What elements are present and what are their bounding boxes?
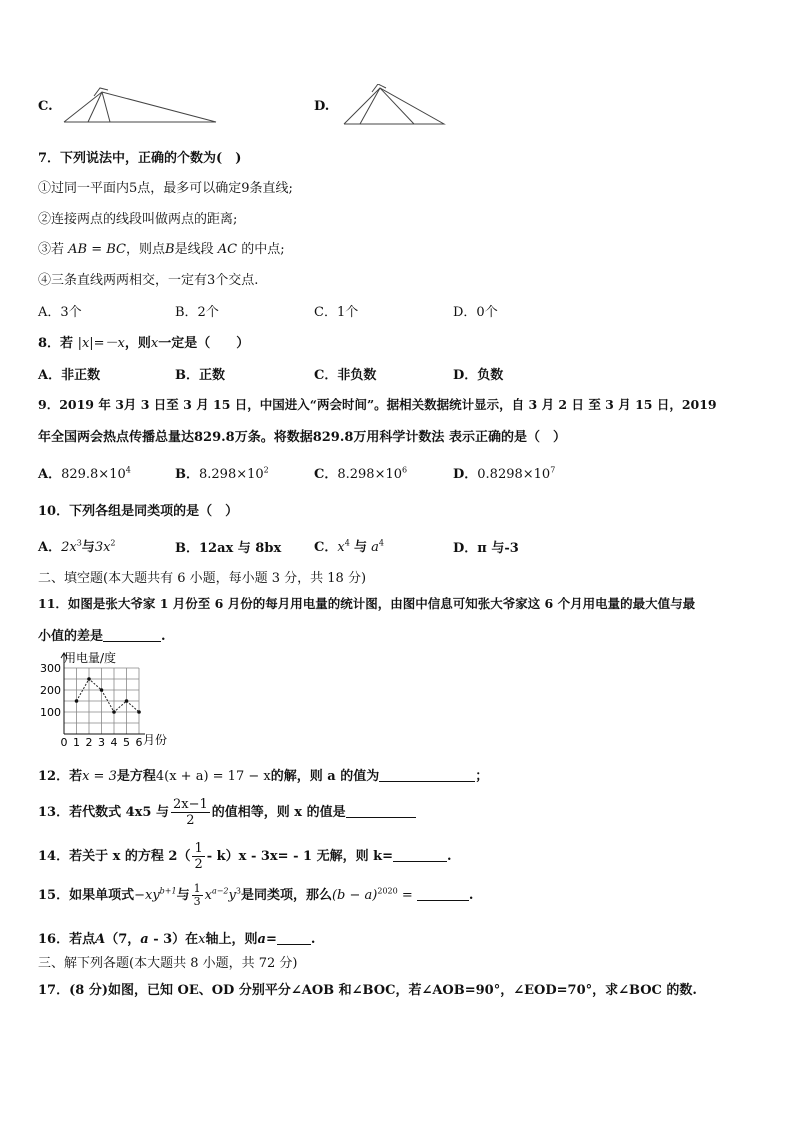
q16: 16．若点A（7，a - 3）在x轴上，则a= .: [38, 932, 316, 947]
electricity-usage-chart: [32, 648, 182, 748]
chart-x-axis-label: 月份: [143, 733, 168, 747]
q15: 15．如果单项式$-xy^{b+1}$与 $\frac{1}{3}$ $x^{a-2}y^3$是同类项，那么$(b - a)^{2020}$ = .: [38, 882, 474, 908]
series-line: [77, 679, 140, 712]
data-point: [87, 677, 91, 681]
section-3-heading: 三、解下列各题(本大题共 8 小题，共 72 分): [38, 956, 298, 971]
q7-statement-1: ①过同一平面内5点，最多可以确定9条直线;: [38, 181, 293, 196]
chart-y-axis-label: 用电量/度: [64, 651, 117, 665]
q9-option-b: B．$8.298\times 10^2$: [175, 465, 269, 482]
x-tick-label: 1: [73, 736, 80, 748]
q9-option-c: C．$8.298\times 10^6$: [314, 465, 408, 482]
q10-option-d: D．π 与-3: [453, 541, 519, 556]
q9-option-d: D．$0.8298\times 10^7$: [453, 465, 556, 482]
x-tick-label: 0: [60, 736, 68, 748]
q7-statement-3: ③若 AB = BC，则点B是线段 AC 的中点;: [38, 242, 285, 257]
q17: 17．(8 分)如图，已知 OE、OD 分别平分∠AOB 和∠BOC，若∠AOB=90°，∠EOD=70°，求∠BOC 的数.: [38, 983, 697, 998]
q7-title: 7．下列说法中，正确的个数为( ): [38, 151, 242, 166]
q9-option-a: A．$829.8\times 10^4$: [38, 465, 131, 482]
q7-option-b: B．2个: [175, 305, 219, 320]
x-tick-label: 5: [123, 736, 130, 748]
x-tick-label: 6: [135, 736, 143, 748]
q14: 14．若关于 x 的方程 2（ $\frac{1}{2}$ - k）x - 3x= - 1 无解，则 k= .: [38, 841, 452, 872]
x-tick-label: 2: [85, 736, 93, 748]
q10-option-b: B．12ax 与 8bx: [175, 541, 282, 556]
option-c-label: C.: [38, 99, 53, 114]
data-point: [100, 688, 104, 692]
chart-tick-labels: [40, 662, 143, 748]
data-point: [137, 710, 141, 714]
q11-line-1: 11．如图是张大爷家 1 月份至 6 月份的每月用电量的统计图，由图中信息可知张大爷家这 6 个月用电量的最大值与最: [38, 596, 696, 611]
x-tick-label: 4: [110, 736, 118, 748]
data-point: [112, 710, 116, 714]
q13: 13．若代数式 4x5 与 $\frac{2x-1}{2}$ 的值相等，则 x 的值是: [38, 797, 416, 828]
q7-option-a: A．3个: [38, 305, 82, 320]
q7-option-c: C．1个: [314, 305, 359, 320]
q14-fraction: $\frac{1}{2}$: [194, 841, 203, 872]
q7-statement-2: ②连接两点的线段叫做两点的距离;: [38, 212, 238, 227]
q10-option-a: A．$2x^3$与$3x^2$: [38, 538, 116, 555]
q15-fraction: $\frac{1}{3}$: [193, 882, 201, 908]
q8-option-a: A．非正数: [38, 368, 101, 383]
y-tick-label: 100: [40, 706, 61, 719]
data-point: [75, 699, 79, 703]
q8-option-d: D．负数: [453, 368, 504, 383]
section-2-heading: 二、填空题(本大题共有 6 小题，每小题 3 分，共 18 分): [38, 571, 367, 586]
q9-line-2: 年全国两会热点传播总量达829.8万条。将数据829.8万用科学计数法 表示正确的是（ ）: [38, 430, 566, 445]
y-tick-label: 300: [40, 662, 61, 675]
x-tick-label: 3: [98, 736, 105, 748]
q9-line-1: 9．2019 年 3月 3 日至 3 月 15 日，中国进入“两会时间”。据相关数据统计显示，自 3 月 2 日 至 3 月 15 日，2019: [38, 397, 717, 412]
q7-option-d: D．0个: [453, 305, 498, 320]
q10-option-c: C．$x^4$ 与 $a^4$: [314, 538, 384, 555]
y-tick-label: 200: [40, 684, 61, 697]
q12: 12．若x = 3是方程4(x + a) = 17 − x的解，则 a 的值为 ；: [38, 769, 489, 784]
triangle-figure-c: [60, 86, 220, 126]
q7-statement-4: ④三条直线两两相交，一定有3个交点.: [38, 273, 259, 288]
q13-fraction: $\frac{2x-1}{2}$: [172, 797, 208, 828]
q8-option-c: C．非负数: [314, 368, 377, 383]
q10-title: 10．下列各组是同类项的是（ ）: [38, 504, 239, 519]
chart-series: [75, 677, 141, 714]
q8-title: 8．若 |x|=－x，则x一定是（ ）: [38, 336, 250, 351]
triangle-figure-d: [340, 84, 450, 128]
q8-option-b: B．正数: [175, 368, 225, 383]
data-point: [125, 699, 129, 703]
option-d-label: D.: [314, 99, 330, 114]
q11-line-2: 小值的差是 .: [38, 629, 166, 644]
